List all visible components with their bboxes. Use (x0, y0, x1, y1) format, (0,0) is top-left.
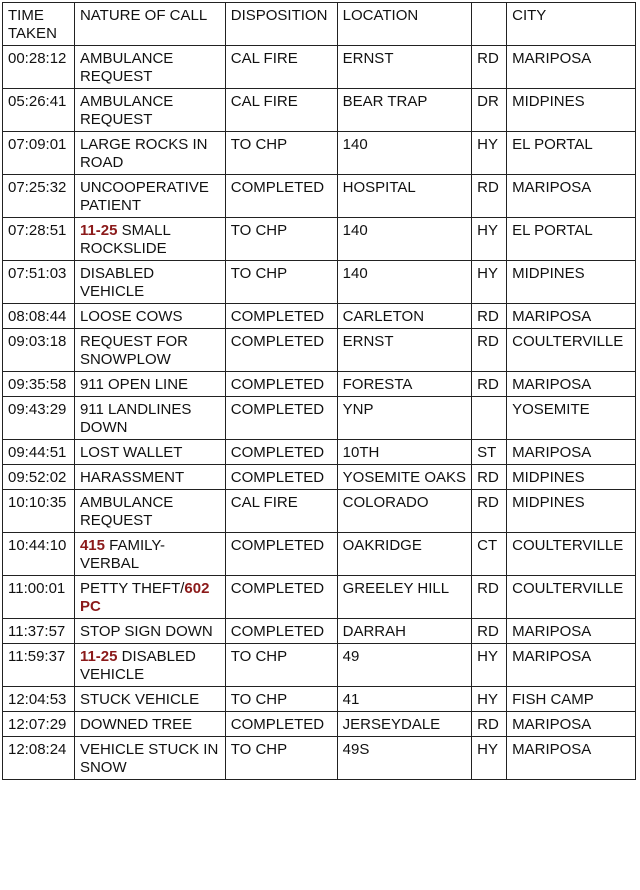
table-row (3, 576, 636, 619)
cell-nature (74, 490, 225, 533)
cell-suffix: RD (472, 490, 507, 533)
cell-nature (74, 712, 225, 737)
cell-disposition: COMPLETED (225, 465, 337, 490)
nature-text: LOOSE COWS (79, 308, 183, 325)
table-row (3, 490, 636, 533)
cell-time: 09:52:02 (3, 465, 75, 490)
nature-text: REQUEST FOR SNOWPLOW (79, 333, 193, 368)
cell-time: 07:51:03 (3, 261, 75, 304)
cell-city: MARIPOSA (507, 619, 636, 644)
cell-time: 11:37:57 (3, 619, 75, 644)
cell-disposition: COMPLETED (225, 576, 337, 619)
cell-time: 05:26:41 (3, 89, 75, 132)
cell-nature (74, 261, 225, 304)
cell-city: MIDPINES (507, 490, 636, 533)
cell-nature (74, 329, 225, 372)
cell-suffix: RD (472, 175, 507, 218)
cell-suffix: RD (472, 465, 507, 490)
cell-location: JERSEYDALE (337, 712, 472, 737)
cell-suffix: HY (472, 261, 507, 304)
cell-suffix: HY (472, 737, 507, 780)
cell-nature (74, 175, 225, 218)
cell-city: EL PORTAL (507, 218, 636, 261)
table-row (3, 737, 636, 780)
cell-city: MARIPOSA (507, 46, 636, 89)
header-location: LOCATION (337, 3, 472, 46)
nature-text: LOST WALLET (79, 444, 183, 461)
cell-disposition: COMPLETED (225, 329, 337, 372)
cell-disposition: TO CHP (225, 218, 337, 261)
cell-disposition: COMPLETED (225, 372, 337, 397)
cell-nature (74, 89, 225, 132)
nature-text: AMBULANCE REQUEST (79, 494, 178, 529)
nature-text: PETTY THEFT/ (79, 580, 185, 597)
cell-location: YNP (337, 397, 472, 440)
cell-time: 07:28:51 (3, 218, 75, 261)
cell-time: 10:10:35 (3, 490, 75, 533)
cell-nature (74, 218, 225, 261)
cell-location: 10TH (337, 440, 472, 465)
cell-time: 00:28:12 (3, 46, 75, 89)
cell-suffix: HY (472, 218, 507, 261)
nature-text: DISABLED VEHICLE (79, 265, 159, 300)
table-row (3, 372, 636, 397)
cell-location: FORESTA (337, 372, 472, 397)
cell-nature (74, 619, 225, 644)
cell-location: CARLETON (337, 304, 472, 329)
nature-text: STUCK VEHICLE (79, 691, 200, 708)
cell-disposition: TO CHP (225, 737, 337, 780)
cell-time: 12:07:29 (3, 712, 75, 737)
cell-location: 140 (337, 261, 472, 304)
nature-text: VEHICLE STUCK IN SNOW (79, 741, 223, 776)
cell-disposition: TO CHP (225, 132, 337, 175)
nature-text: 911 OPEN LINE (79, 376, 189, 393)
header-disposition: DISPOSITION (225, 3, 337, 46)
cell-time: 09:44:51 (3, 440, 75, 465)
call-log-table (2, 2, 636, 780)
cell-suffix: RD (472, 576, 507, 619)
cell-city: MARIPOSA (507, 440, 636, 465)
cell-city: EL PORTAL (507, 132, 636, 175)
header-time: TIME TAKEN (3, 3, 75, 46)
cell-nature (74, 372, 225, 397)
cell-suffix: RD (472, 712, 507, 737)
cell-city: MARIPOSA (507, 644, 636, 687)
table-row (3, 644, 636, 687)
cell-disposition: CAL FIRE (225, 46, 337, 89)
table-row (3, 132, 636, 175)
cell-location: HOSPITAL (337, 175, 472, 218)
cell-location: 41 (337, 687, 472, 712)
cell-suffix: RD (472, 619, 507, 644)
nature-text: FAMILY-VERBAL (79, 537, 165, 572)
nature-text: 911 LANDLINES DOWN (79, 401, 196, 436)
table-row (3, 46, 636, 89)
table-body (3, 46, 636, 780)
table-row (3, 440, 636, 465)
nature-text: SMALL ROCKSLIDE (79, 222, 175, 257)
cell-time: 11:59:37 (3, 644, 75, 687)
header-city: CITY (507, 3, 636, 46)
table-row (3, 712, 636, 737)
cell-disposition: COMPLETED (225, 619, 337, 644)
table-row (3, 304, 636, 329)
cell-suffix: HY (472, 644, 507, 687)
cell-nature (74, 440, 225, 465)
table-row (3, 329, 636, 372)
cell-city: MARIPOSA (507, 737, 636, 780)
cell-time: 12:04:53 (3, 687, 75, 712)
cell-location: 140 (337, 132, 472, 175)
table-row (3, 687, 636, 712)
cell-suffix (472, 397, 507, 440)
cell-city: MIDPINES (507, 261, 636, 304)
nature-text: DOWNED TREE (79, 716, 193, 733)
cell-disposition: CAL FIRE (225, 490, 337, 533)
cell-time: 07:25:32 (3, 175, 75, 218)
cell-disposition: COMPLETED (225, 440, 337, 465)
cell-nature (74, 132, 225, 175)
cell-disposition: COMPLETED (225, 304, 337, 329)
cell-suffix: RD (472, 329, 507, 372)
cell-nature (74, 46, 225, 89)
cell-city: COULTERVILLE (507, 576, 636, 619)
cell-location: YOSEMITE OAKS (337, 465, 472, 490)
cell-location: BEAR TRAP (337, 89, 472, 132)
cell-city: MIDPINES (507, 465, 636, 490)
cell-nature (74, 737, 225, 780)
cell-suffix: ST (472, 440, 507, 465)
cell-city: YOSEMITE (507, 397, 636, 440)
cell-disposition: COMPLETED (225, 175, 337, 218)
header-nature: NATURE OF CALL (74, 3, 225, 46)
table-row (3, 89, 636, 132)
cell-disposition: COMPLETED (225, 397, 337, 440)
cell-location: DARRAH (337, 619, 472, 644)
cell-nature (74, 687, 225, 712)
cell-suffix: CT (472, 533, 507, 576)
cell-nature (74, 397, 225, 440)
cell-city: COULTERVILLE (507, 329, 636, 372)
cell-disposition: TO CHP (225, 261, 337, 304)
cell-nature (74, 465, 225, 490)
nature-text: AMBULANCE REQUEST (79, 50, 178, 85)
cell-city: MIDPINES (507, 89, 636, 132)
cell-location: 49S (337, 737, 472, 780)
table-row (3, 619, 636, 644)
table-row (3, 397, 636, 440)
cell-time: 11:00:01 (3, 576, 75, 619)
nature-text: UNCOOPERATIVE PATIENT (79, 179, 214, 214)
cell-time: 09:43:29 (3, 397, 75, 440)
cell-nature (74, 533, 225, 576)
cell-time: 10:44:10 (3, 533, 75, 576)
cell-location: 140 (337, 218, 472, 261)
cell-city: MARIPOSA (507, 175, 636, 218)
cell-suffix: HY (472, 687, 507, 712)
cell-location: ERNST (337, 46, 472, 89)
code-highlight: 11-25 (79, 648, 118, 665)
header-suffix (472, 3, 507, 46)
cell-nature (74, 576, 225, 619)
cell-location: COLORADO (337, 490, 472, 533)
cell-disposition: COMPLETED (225, 712, 337, 737)
table-row (3, 261, 636, 304)
cell-suffix: RD (472, 46, 507, 89)
cell-city: MARIPOSA (507, 712, 636, 737)
nature-text: DISABLED VEHICLE (79, 648, 201, 683)
cell-suffix: DR (472, 89, 507, 132)
nature-text: STOP SIGN DOWN (79, 623, 213, 640)
cell-time: 07:09:01 (3, 132, 75, 175)
code-highlight: 11-25 (79, 222, 118, 239)
cell-disposition: CAL FIRE (225, 89, 337, 132)
cell-city: MARIPOSA (507, 372, 636, 397)
nature-text: LARGE ROCKS IN ROAD (79, 136, 212, 171)
cell-location: OAKRIDGE (337, 533, 472, 576)
header-row (3, 3, 636, 46)
cell-suffix: RD (472, 304, 507, 329)
cell-time: 09:03:18 (3, 329, 75, 372)
table-row (3, 175, 636, 218)
cell-suffix: RD (472, 372, 507, 397)
table-row (3, 218, 636, 261)
cell-disposition: COMPLETED (225, 533, 337, 576)
cell-city: MARIPOSA (507, 304, 636, 329)
cell-time: 08:08:44 (3, 304, 75, 329)
nature-text: AMBULANCE REQUEST (79, 93, 178, 128)
code-highlight: 415 (79, 537, 105, 554)
nature-text: HARASSMENT (79, 469, 185, 486)
cell-disposition: TO CHP (225, 644, 337, 687)
cell-time: 12:08:24 (3, 737, 75, 780)
cell-nature (74, 304, 225, 329)
cell-location: GREELEY HILL (337, 576, 472, 619)
cell-location: ERNST (337, 329, 472, 372)
cell-city: FISH CAMP (507, 687, 636, 712)
cell-time: 09:35:58 (3, 372, 75, 397)
cell-nature (74, 644, 225, 687)
table-row (3, 533, 636, 576)
cell-city: COULTERVILLE (507, 533, 636, 576)
cell-location: 49 (337, 644, 472, 687)
code-highlight: 602 PC (79, 580, 210, 615)
table-row (3, 465, 636, 490)
cell-suffix: HY (472, 132, 507, 175)
cell-disposition: TO CHP (225, 687, 337, 712)
